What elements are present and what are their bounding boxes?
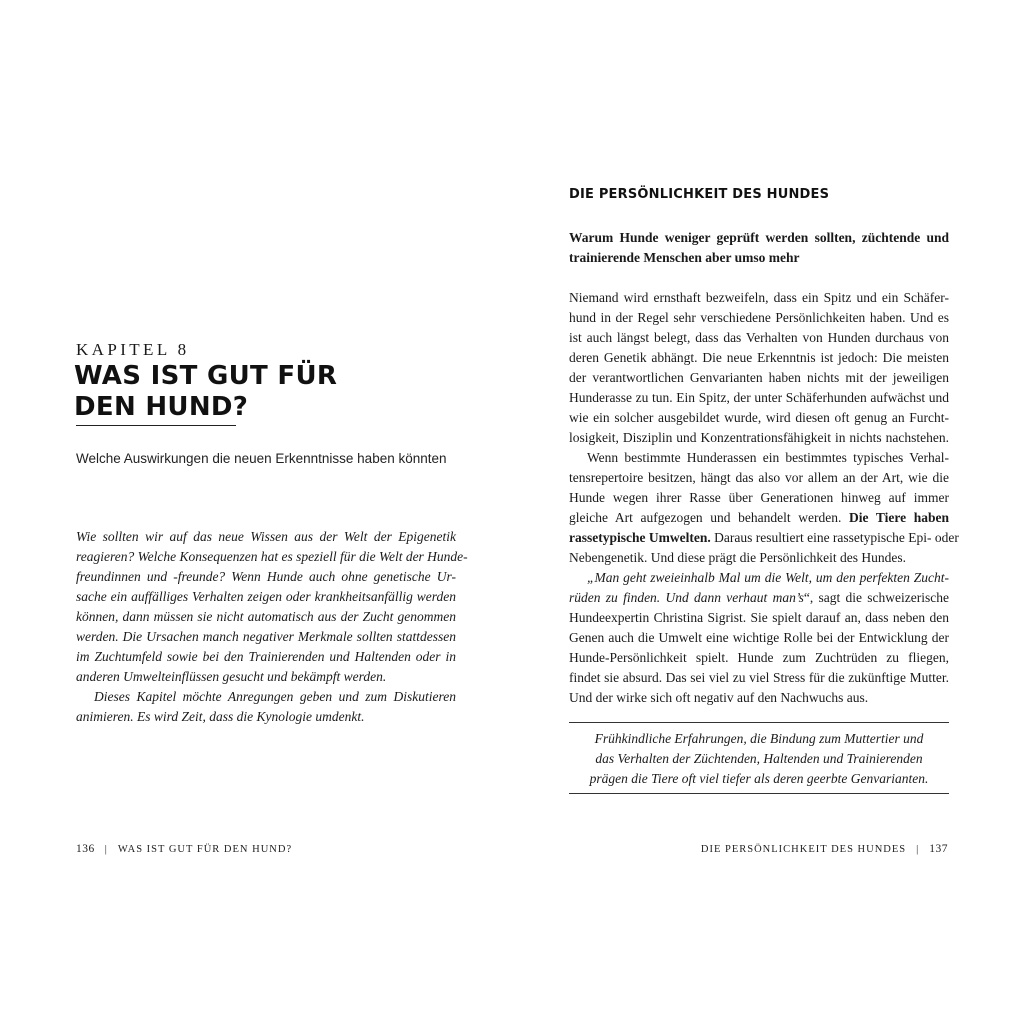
text-line: findet sie absurd. Das sei viel zu viel Stress für die zukünftige Mutter. <box>569 670 949 685</box>
body-paragraph <box>569 288 949 448</box>
text-line: Nebengenetik. Und diese prägt die Persönlichkeit des Hundes. <box>569 550 907 565</box>
text-line: Hundeexpertin Christina Sigrist. Sie spielt darauf an, dass neben den <box>569 610 949 625</box>
text-line: der verantwortlichen Genvarianten haben nichts mit der jeweiligen <box>569 370 949 385</box>
text-line: das Verhalten der Züchtenden, Haltenden und Trainierenden <box>595 751 923 766</box>
chapter-intro <box>76 527 468 727</box>
text-line: hund in der Regel sehr verschiedene Persönlichkeiten haben. Und es <box>569 310 949 325</box>
section-subheading <box>569 228 949 268</box>
page-number: 137 <box>929 843 948 855</box>
title-underline <box>76 425 236 426</box>
text-run: “, sagt die schweizerische <box>803 590 949 605</box>
text-line: Wenn bestimmte Hunderassen ein bestimmtes typisches Verhal- <box>587 450 949 465</box>
pull-quote <box>569 729 949 789</box>
text-line: Warum Hunde weniger geprüft werden sollten, züchtende und <box>569 230 949 245</box>
text-line: sache ein auffälliges Verhalten zeigen oder krankheitsanfällig werden <box>76 589 456 604</box>
text-line: im Zuchtumfeld sowie bei den Trainierenden und Haltenden oder in <box>76 649 456 664</box>
chapter-subtitle: Welche Auswirkungen die neuen Erkenntnisse haben könnten <box>76 451 447 466</box>
bold-emphasis: Die Tiere haben <box>849 510 949 525</box>
text-line: Wie sollten wir auf das neue Wissen aus der Welt der Epigenetik <box>76 529 456 544</box>
chapter-title <box>74 361 354 423</box>
text-line: freundinnen und -freunde? Wenn Hunde auch ohne genetische Ur- <box>76 569 456 584</box>
text-line <box>569 588 949 608</box>
footer-left <box>76 843 292 855</box>
chapter-label: KAPITEL 8 <box>76 340 190 359</box>
text-line: Hunde-Persönlichkeit spielt. Hunde zum Zuchtrüden zu fliegen, <box>569 650 949 665</box>
body-text <box>569 288 959 708</box>
right-page <box>512 0 1024 1024</box>
text-line: trainierende Menschen aber umso mehr <box>569 250 800 265</box>
text-line: anderen Umwelteinflüssen gesucht und bekämpft werden. <box>76 669 387 684</box>
text-line <box>569 508 949 528</box>
bold-emphasis: rassetypische Umwelten. <box>569 530 711 545</box>
text-line: Frühkindliche Erfahrungen, die Bindung zum Muttertier und <box>594 731 924 746</box>
body-paragraph <box>569 448 959 568</box>
text-line: können, dann müssen sie nicht automatisch aus der Zucht genommen <box>76 609 456 624</box>
text-line: reagieren? Welche Konsequenzen hat es speziell für die Welt der Hunde- <box>76 549 468 564</box>
intro-paragraph <box>76 527 468 687</box>
text-line: Genen auch die Umwelt eine wichtige Rolle bei der Entwicklung der <box>569 630 949 645</box>
running-head: DIE PERSÖNLICHKEIT DES HUNDES <box>700 844 907 855</box>
text-line: animieren. Es wird Zeit, dass die Kynologie umdenkt. <box>76 709 365 724</box>
quoted-speech: „Man geht zweieinhalb Mal um die Welt, um den perfekten Zucht- <box>587 570 949 585</box>
intro-paragraph <box>76 687 456 727</box>
text-line: wie ein solcher ausgebildet wurde, wird diesen oft genug an Furcht- <box>569 410 949 425</box>
text-line: losigkeit, Disziplin und Konzentrationsfähigkeit in nichts nachstehen. <box>569 430 949 445</box>
text-line: Hunderasse zu tun. Ein Spitz, der unter Schäferhunden aufwächst und <box>569 390 949 405</box>
text-run: gleiche Art aufgezogen und behandelt werden. <box>569 510 842 525</box>
chapter-title-line: DEN HUND? <box>74 392 249 422</box>
text-line: tensrepertoire besitzen, hängt das also vor allem an der Art, wie die <box>569 470 949 485</box>
text-line: Dieses Kapitel möchte Anregungen geben und zum Diskutieren <box>94 689 456 704</box>
text-line: Niemand wird ernsthaft bezweifeln, dass ein Spitz und ein Schäfer- <box>569 290 949 305</box>
text-line: deren Genetik abhängt. Die neue Erkenntnis ist jedoch: Die meisten <box>569 350 949 365</box>
text-run: Daraus resultiert eine rassetypische Epi- oder <box>714 530 959 545</box>
page-number: 136 <box>76 843 95 855</box>
text-line <box>569 528 959 548</box>
text-line: prägen die Tiere oft viel tiefer als deren geerbte Genvarianten. <box>589 771 929 786</box>
pull-quote-rule-top <box>569 722 949 723</box>
text-line: ist auch längst belegt, dass das Verhalten von Hunden durchaus von <box>569 330 949 345</box>
section-heading: DIE PERSÖNLICHKEIT DES HUNDES <box>569 187 830 202</box>
text-line: werden. Die Ursachen manch negativer Merkmale sollten stattdessen <box>76 629 456 644</box>
footer-separator: | <box>104 844 108 855</box>
running-head: WAS IST GUT FÜR DEN HUND? <box>117 844 293 855</box>
quoted-speech: rüden zu finden. Und dann verhaut man’s <box>569 590 804 605</box>
chapter-title-line: WAS IST GUT FÜR <box>74 361 338 391</box>
footer-right <box>701 843 948 855</box>
footer-separator: | <box>916 844 920 855</box>
body-paragraph <box>569 568 949 708</box>
text-line <box>569 568 949 588</box>
pull-quote-rule-bottom <box>569 793 949 794</box>
text-line: Hunde wegen ihrer Rasse über Generationen hinweg auf immer <box>569 490 949 505</box>
text-line: Und der wirke sich oft negativ auf den Nachwuchs aus. <box>569 690 869 705</box>
